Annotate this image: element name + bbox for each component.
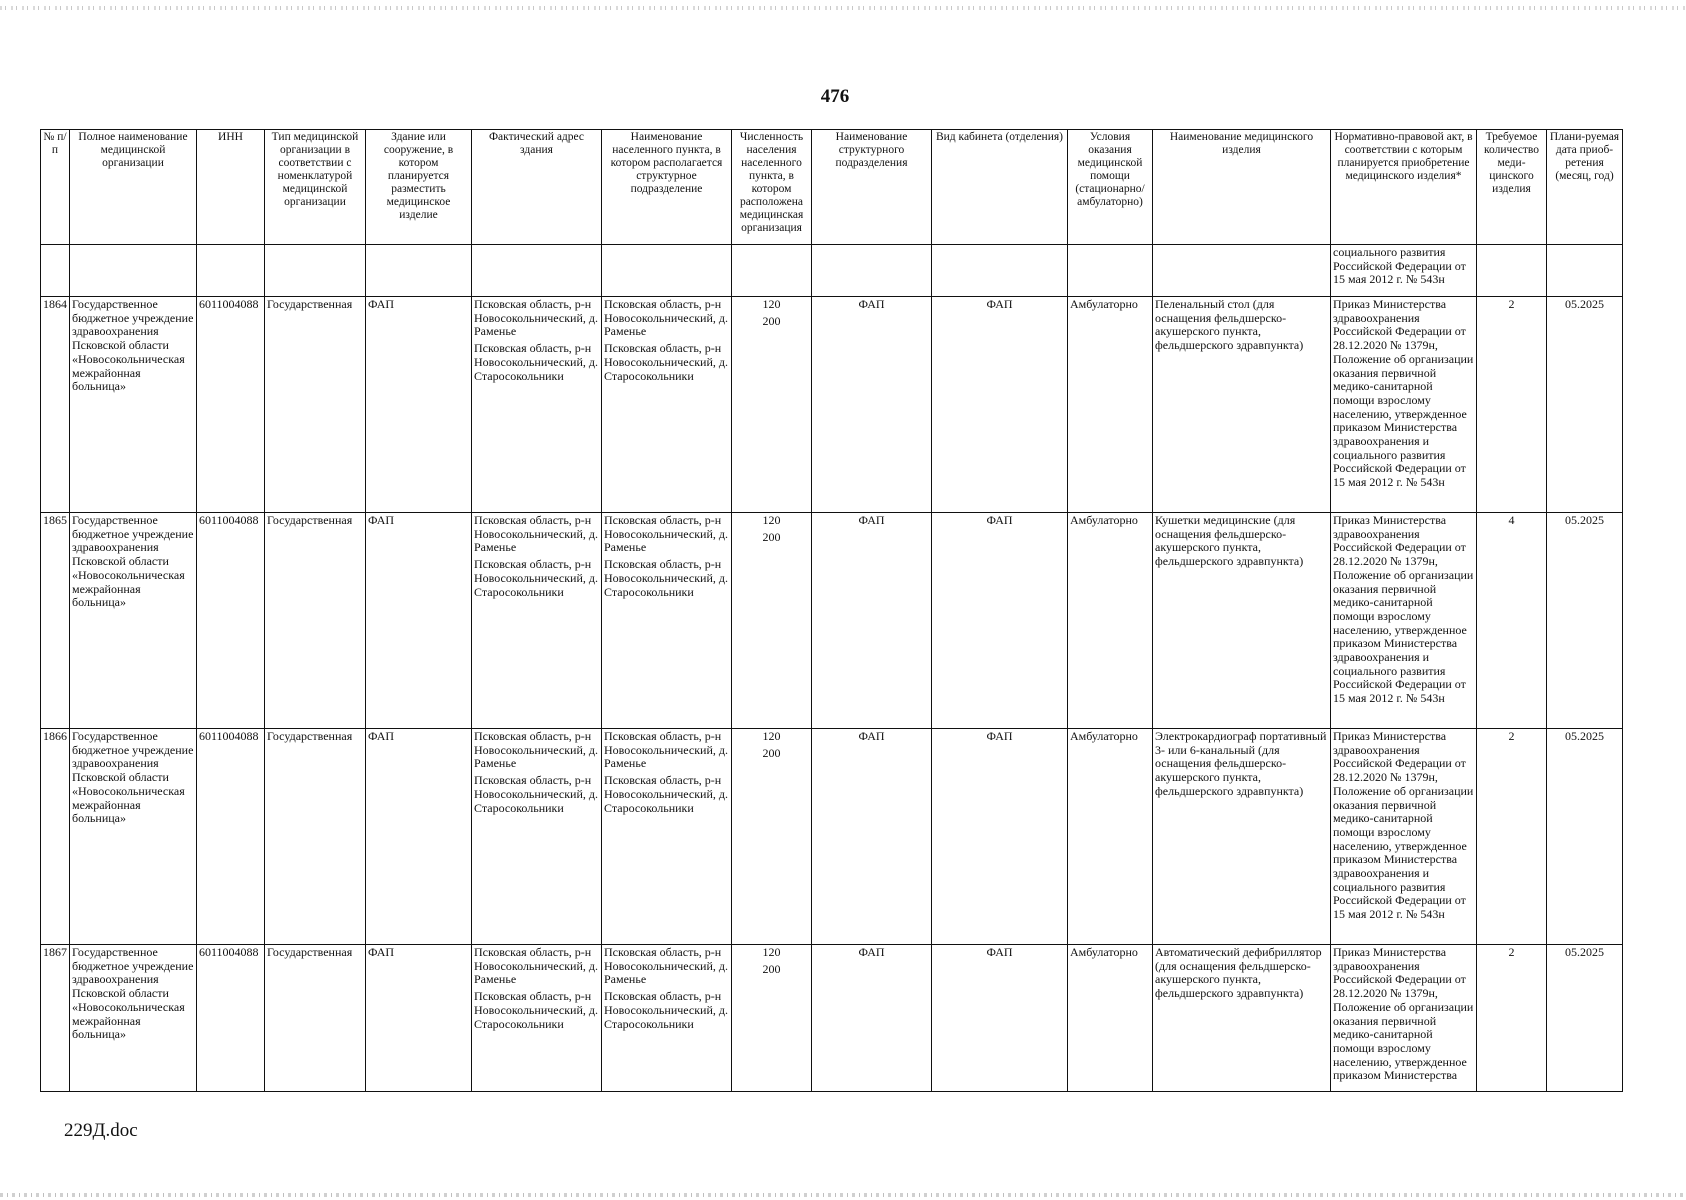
address-line: Псковская область, р-н Новосокольнический, д. Старосокольники bbox=[474, 341, 599, 383]
row-quantity: 2 bbox=[1477, 297, 1547, 513]
row-num: 1866 bbox=[41, 729, 70, 945]
row-type: Государственная bbox=[265, 513, 366, 729]
population-value: 120 bbox=[762, 513, 781, 527]
row-cabinet: ФАП bbox=[932, 513, 1068, 729]
population-value: 200 bbox=[762, 313, 781, 328]
row-inn: 6011004088 bbox=[197, 513, 265, 729]
population-value: 120 bbox=[762, 297, 781, 311]
row-num: 1867 bbox=[41, 945, 70, 1092]
row-cabinet: ФАП bbox=[932, 729, 1068, 945]
col-header-population: Численность населения населенного пункта, в котором расположена медицинская организация bbox=[732, 130, 812, 245]
row-quantity: 2 bbox=[1477, 945, 1547, 1092]
row-address bbox=[472, 729, 602, 945]
population-value: 200 bbox=[762, 529, 781, 544]
col-header-type: Тип медицинской организации в соответствии с номенклатурой медицинской организации bbox=[265, 130, 366, 245]
row-population bbox=[732, 297, 812, 513]
row-population bbox=[732, 513, 812, 729]
row-conditions: Амбулаторно bbox=[1068, 297, 1153, 513]
row-building: ФАП bbox=[366, 297, 472, 513]
table-row-continuation bbox=[41, 245, 1623, 297]
row-subdivision: ФАП bbox=[812, 513, 932, 729]
row-building: ФАП bbox=[366, 945, 472, 1092]
row-address bbox=[472, 297, 602, 513]
continuation-act-text: социального развития Российской Федерации от 15 мая 2012 г. № 543н bbox=[1331, 245, 1477, 297]
row-inn: 6011004088 bbox=[197, 729, 265, 945]
address-line: Псковская область, р-н Новосокольнический, д. Раменье bbox=[474, 297, 599, 339]
row-conditions: Амбулаторно bbox=[1068, 945, 1153, 1092]
row-quantity: 4 bbox=[1477, 513, 1547, 729]
row-org: Государственное бюджетное учреждение здравоохранения Псковской области «Новосокольническая межрайонная больница» bbox=[70, 513, 197, 729]
table-row bbox=[41, 945, 1623, 1092]
col-header-conditions: Условия оказания медицинской помощи (стационарно/ амбулаторно) bbox=[1068, 130, 1153, 245]
locality-line: Псковская область, р-н Новосокольнический, д. Старосокольники bbox=[604, 989, 729, 1031]
table-row bbox=[41, 513, 1623, 729]
row-quantity: 2 bbox=[1477, 729, 1547, 945]
row-building: ФАП bbox=[366, 513, 472, 729]
page-number: 476 bbox=[820, 86, 850, 107]
col-header-inn: ИНН bbox=[197, 130, 265, 245]
col-header-org: Полное наименование медицинской организации bbox=[70, 130, 197, 245]
row-act: Приказ Министерства здравоохранения Российской Федерации от 28.12.2020 № 1379н, Положение об организации оказания первичной медико-санитарной помощи взрослому населению, утвержденное приказом Министерства здравоохранения и социального развития Российской Федерации от 15 мая 2012 г. № 543н bbox=[1331, 297, 1477, 513]
col-header-address: Фактический адрес здания bbox=[472, 130, 602, 245]
col-header-device: Наименование медицинского изделия bbox=[1153, 130, 1331, 245]
row-org: Государственное бюджетное учреждение здравоохранения Псковской области «Новосокольническая межрайонная больница» bbox=[70, 297, 197, 513]
row-act: Приказ Министерства здравоохранения Российской Федерации от 28.12.2020 № 1379н, Положение об организации оказания первичной медико-санитарной помощи взрослому населению, утвержденное приказом Министерства здравоохранения и социального развития Российской Федерации от 15 мая 2012 г. № 543н bbox=[1331, 513, 1477, 729]
row-cabinet: ФАП bbox=[932, 945, 1068, 1092]
row-date: 05.2025 bbox=[1547, 297, 1623, 513]
address-line: Псковская область, р-н Новосокольнический, д. Раменье bbox=[474, 945, 599, 987]
address-line: Псковская область, р-н Новосокольнический, д. Старосокольники bbox=[474, 773, 599, 815]
row-locality bbox=[602, 945, 732, 1092]
row-type: Государственная bbox=[265, 297, 366, 513]
locality-line: Псковская область, р-н Новосокольнический, д. Раменье bbox=[604, 513, 729, 555]
col-header-locality: Наименование населенного пункта, в котором располагается структурное подразделение bbox=[602, 130, 732, 245]
row-device: Электрокардиограф портативный 3- или 6-канальный (для оснащения фельдшерско-акушерского пункта, фельдшерского здравпункта) bbox=[1153, 729, 1331, 945]
locality-line: Псковская область, р-н Новосокольнический, д. Старосокольники bbox=[604, 341, 729, 383]
col-header-cabinet: Вид кабинета (отделения) bbox=[932, 130, 1068, 245]
address-line: Псковская область, р-н Новосокольнический, д. Старосокольники bbox=[474, 989, 599, 1031]
row-num: 1864 bbox=[41, 297, 70, 513]
row-org: Государственное бюджетное учреждение здравоохранения Псковской области «Новосокольническая межрайонная больница» bbox=[70, 945, 197, 1092]
col-header-act: Нормативно-правовой акт, в соответствии с которым планируется приобретение медицинского изделия* bbox=[1331, 130, 1477, 245]
locality-line: Псковская область, р-н Новосокольнический, д. Раменье bbox=[604, 729, 729, 771]
table-row bbox=[41, 297, 1623, 513]
row-inn: 6011004088 bbox=[197, 297, 265, 513]
row-address bbox=[472, 945, 602, 1092]
address-line: Псковская область, р-н Новосокольнический, д. Раменье bbox=[474, 513, 599, 555]
row-subdivision: ФАП bbox=[812, 729, 932, 945]
col-header-date: Плани-руемая дата приоб-ретения (месяц, год) bbox=[1547, 130, 1623, 245]
row-inn: 6011004088 bbox=[197, 945, 265, 1092]
locality-line: Псковская область, р-н Новосокольнический, д. Старосокольники bbox=[604, 773, 729, 815]
row-conditions: Амбулаторно bbox=[1068, 513, 1153, 729]
locality-line: Псковская область, р-н Новосокольнический, д. Раменье bbox=[604, 945, 729, 987]
equipment-table bbox=[40, 129, 1623, 1092]
row-num: 1865 bbox=[41, 513, 70, 729]
row-conditions: Амбулаторно bbox=[1068, 729, 1153, 945]
col-header-building: Здание или сооружение, в котором планируется разместить медицинское изделие bbox=[366, 130, 472, 245]
row-building: ФАП bbox=[366, 729, 472, 945]
row-locality bbox=[602, 513, 732, 729]
table-header-row bbox=[41, 130, 1623, 245]
row-act: Приказ Министерства здравоохранения Российской Федерации от 28.12.2020 № 1379н, Положение об организации оказания первичной медико-санитарной помощи взрослому населению, утвержденное приказом Министерства здравоохранения и социального развития Российской Федерации от 15 мая 2012 г. № 543н bbox=[1331, 729, 1477, 945]
row-subdivision: ФАП bbox=[812, 297, 932, 513]
row-cabinet: ФАП bbox=[932, 297, 1068, 513]
population-value: 200 bbox=[762, 745, 781, 760]
footer-filename: 229Д.doc bbox=[64, 1120, 138, 1141]
row-population bbox=[732, 729, 812, 945]
population-value: 200 bbox=[762, 961, 781, 976]
row-locality bbox=[602, 297, 732, 513]
row-date: 05.2025 bbox=[1547, 945, 1623, 1092]
locality-line: Псковская область, р-н Новосокольнический, д. Раменье bbox=[604, 297, 729, 339]
row-date: 05.2025 bbox=[1547, 513, 1623, 729]
row-device: Кушетки медицинские (для оснащения фельдшерско-акушерского пункта, фельдшерского здравпункта) bbox=[1153, 513, 1331, 729]
scan-edge-top bbox=[0, 6, 1686, 10]
col-header-quantity: Требуемое количество меди-цинского изделия bbox=[1477, 130, 1547, 245]
row-act: Приказ Министерства здравоохранения Российской Федерации от 28.12.2020 № 1379н, Положение об организации оказания первичной медико-санитарной помощи взрослому населению, утвержденное приказом Министерства bbox=[1331, 945, 1477, 1092]
population-value: 120 bbox=[762, 729, 781, 743]
col-header-num: № п/п bbox=[41, 130, 70, 245]
row-date: 05.2025 bbox=[1547, 729, 1623, 945]
address-line: Псковская область, р-н Новосокольнический, д. Раменье bbox=[474, 729, 599, 771]
address-line: Псковская область, р-н Новосокольнический, д. Старосокольники bbox=[474, 557, 599, 599]
scan-edge-bottom bbox=[0, 1193, 1686, 1197]
row-type: Государственная bbox=[265, 729, 366, 945]
population-value: 120 bbox=[762, 945, 781, 959]
row-device: Автоматический дефибриллятор (для оснащения фельдшерско-акушерского пункта, фельдшерского здравпункта) bbox=[1153, 945, 1331, 1092]
col-header-subdivision: Наименование структурного подразделения bbox=[812, 130, 932, 245]
table-row bbox=[41, 729, 1623, 945]
row-device: Пеленальный стол (для оснащения фельдшерско-акушерского пункта, фельдшерского здравпункта) bbox=[1153, 297, 1331, 513]
row-org: Государственное бюджетное учреждение здравоохранения Псковской области «Новосокольническая межрайонная больница» bbox=[70, 729, 197, 945]
locality-line: Псковская область, р-н Новосокольнический, д. Старосокольники bbox=[604, 557, 729, 599]
row-population bbox=[732, 945, 812, 1092]
row-type: Государственная bbox=[265, 945, 366, 1092]
row-address bbox=[472, 513, 602, 729]
row-subdivision: ФАП bbox=[812, 945, 932, 1092]
row-locality bbox=[602, 729, 732, 945]
